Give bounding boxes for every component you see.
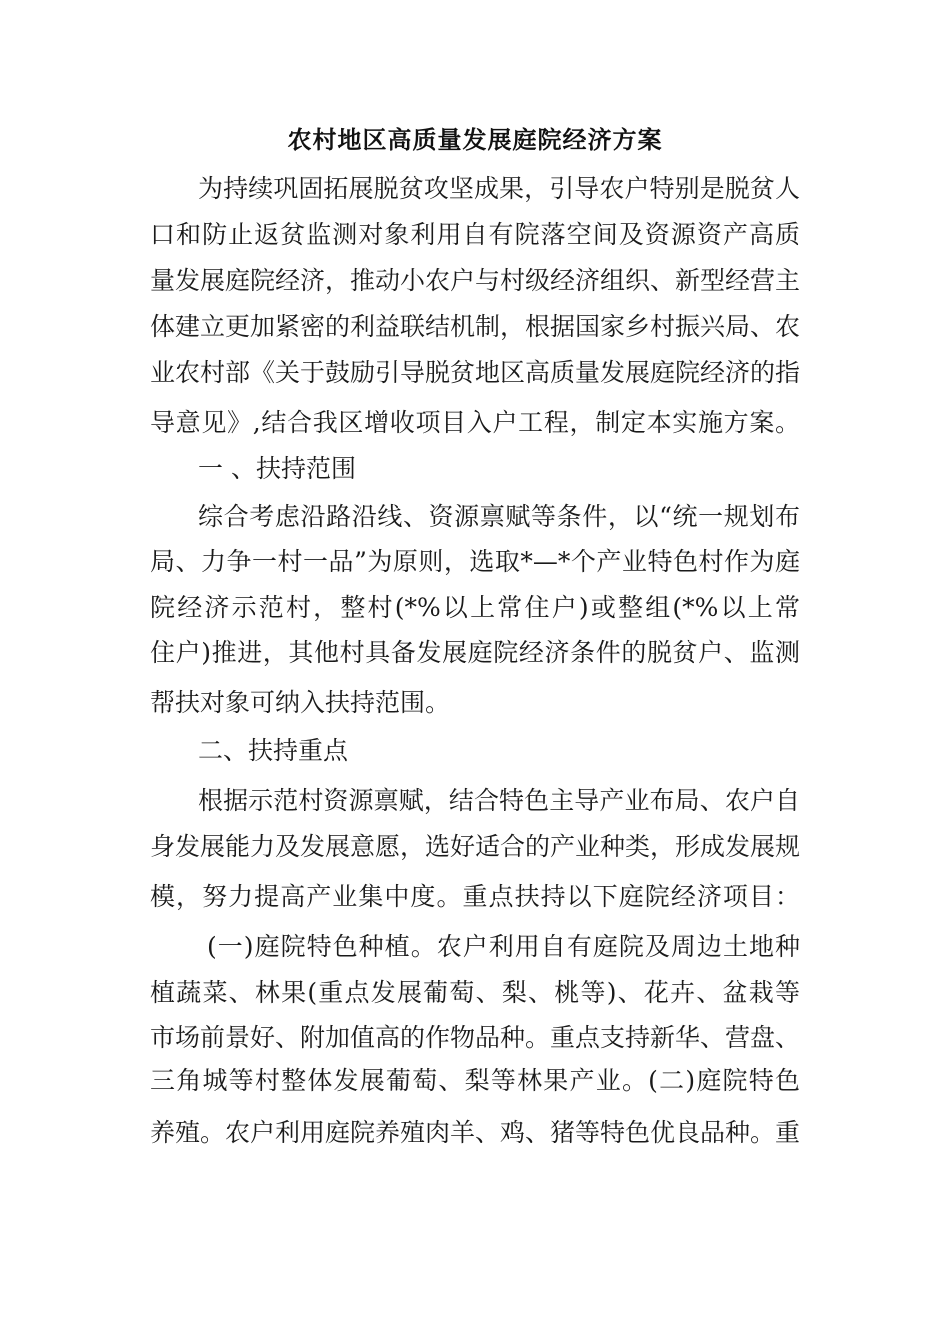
section-2-heading: 二、扶持重点 xyxy=(198,736,349,765)
sub-item-line-2: 植蔬菜、林果(重点发展葡萄、梨、桃等)、花卉、盆栽等 xyxy=(150,978,800,1007)
section-1-line-4: 住户)推进，其他村具备发展庭院经济条件的脱贫户、监测 xyxy=(150,638,800,667)
sub-item-line-1: (一)庭院特色种植。农户利用自有庭院及周边土地种 xyxy=(207,932,800,961)
sub-item-line-4: 三角城等村整体发展葡萄、梨等林果产业。(二)庭院特色 xyxy=(150,1066,800,1095)
sub-item-line-5: 养殖。农户利用庭院养殖肉羊、鸡、猪等特色优良品种。重 xyxy=(150,1118,801,1147)
sub-item-line-3: 市场前景好、附加值高的作物品种。重点支持新华、营盘、 xyxy=(150,1023,801,1052)
intro-line-3: 量发展庭院经济，推动小农户与村级经济组织、新型经营主 xyxy=(150,266,801,295)
section-1-line-2: 局、力争一村一品”为原则，选取*—*个产业特色村作为庭 xyxy=(150,547,800,576)
intro-line-1: 为持续巩固拓展脱贫攻坚成果，引导农户特别是脱贫人 xyxy=(198,174,800,203)
section-2-line-1: 根据示范村资源禀赋，结合特色主导产业布局、农户自 xyxy=(198,786,800,815)
section-1-line-5: 帮扶对象可纳入扶持范围。 xyxy=(150,688,451,717)
intro-line-6: 导意见》,结合我区增收项目入户工程，制定本实施方案。 xyxy=(150,408,800,437)
section-2-line-2: 身发展能力及发展意愿，选好适合的产业种类，形成发展规 xyxy=(150,832,801,861)
intro-line-4: 体建立更加紧密的利益联结机制，根据国家乡村振兴局、农 xyxy=(150,312,801,341)
intro-line-5: 业农村部《关于鼓励引导脱贫地区高质量发展庭院经济的指 xyxy=(150,358,801,387)
document-title: 农村地区高质量发展庭院经济方案 xyxy=(287,126,663,154)
section-1-line-1: 综合考虑沿路沿线、资源禀赋等条件，以“统一规划布 xyxy=(198,502,800,531)
intro-line-2: 口和防止返贫监测对象利用自有院落空间及资源资产高质 xyxy=(150,220,800,249)
section-1-line-3: 院经济示范村，整村(*%以上常住户)或整组(*%以上常 xyxy=(150,593,800,622)
section-1-heading: 一 、扶持范围 xyxy=(198,454,356,483)
section-2-line-3: 模，努力提高产业集中度。重点扶持以下庭院经济项目： xyxy=(150,882,800,911)
